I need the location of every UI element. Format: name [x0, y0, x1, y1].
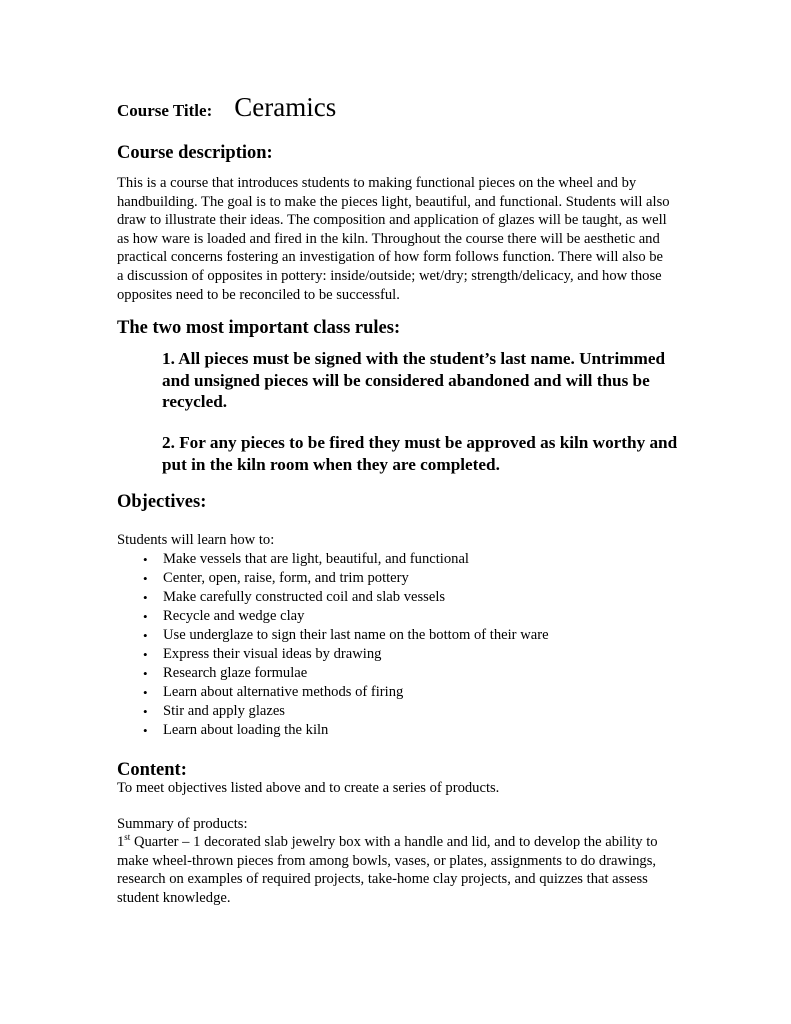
course-description-heading: Course description: [117, 143, 273, 163]
class-rules-heading: The two most important class rules: [117, 318, 401, 338]
course-title-value: Ceramics [234, 92, 337, 122]
quarter-number: 1 [117, 834, 125, 850]
objective-item: • Center, open, raise, form, and trim pottery [117, 569, 549, 588]
objective-item: • Use underglaze to sign their last name on the bottom of their ware [117, 626, 549, 645]
class-rule-1: 1. All pieces must be signed with the student’s last name. Untrimmed and unsigned pieces will be considered abandoned and will thus be recycled. [162, 349, 666, 411]
quarter-summary-text: Quarter – 1 decorated slab jewelry box with a handle and lid, and to develop the ability to make wheel-thrown pieces from among bowls, vases, or plates, assignments to do drawings, research on examples of required projects, take-home clay projects, and quizzes that assess student knowledge. [117, 834, 658, 906]
course-description-text: This is a course that introduces students to making functional pieces on the wheel and by handbuilding. The goal is to make the pieces light, beautiful, and functional. Students will also draw to illustrate their ideas. The composition and application of glazes will be taught, as well as how ware is loaded and fired in the kiln. Throughout the course there will be aesthetic and practical concerns fostering an investigation of how form follows function. There will also be a discussion of opposites in pottery: inside/outside; wet/dry; strength/delicacy, and how those opposites need to be reconciled to be successful. [117, 175, 670, 303]
objective-item: • Make carefully constructed coil and slab vessels [117, 588, 549, 607]
objectives-intro: Students will learn how to: [117, 532, 275, 548]
objective-item: • Recycle and wedge clay [117, 607, 549, 626]
class-rule-2: 2. For any pieces to be fired they must be approved as kiln worthy and put in the kiln room when they are completed. [162, 433, 678, 474]
content-heading: Content: [117, 760, 187, 780]
course-title-label: Course Title: [117, 101, 213, 120]
objective-item: • Learn about alternative methods of firing [117, 683, 549, 702]
objective-item: • Express their visual ideas by drawing [117, 645, 549, 664]
objective-item: • Learn about loading the kiln [117, 721, 549, 740]
objective-item: • Stir and apply glazes [117, 702, 549, 721]
objective-item: • Research glaze formulae [117, 664, 549, 683]
course-title-row [117, 92, 336, 123]
summary-label: Summary of products: [117, 816, 248, 832]
objective-item: • Make vessels that are light, beautiful, and functional [117, 550, 549, 569]
content-text: To meet objectives listed above and to create a series of products. [117, 780, 500, 796]
quarter-summary [117, 833, 670, 907]
objectives-heading: Objectives: [117, 492, 207, 512]
objectives-list [117, 550, 549, 740]
quarter-ordinal-suffix: st [124, 832, 131, 842]
